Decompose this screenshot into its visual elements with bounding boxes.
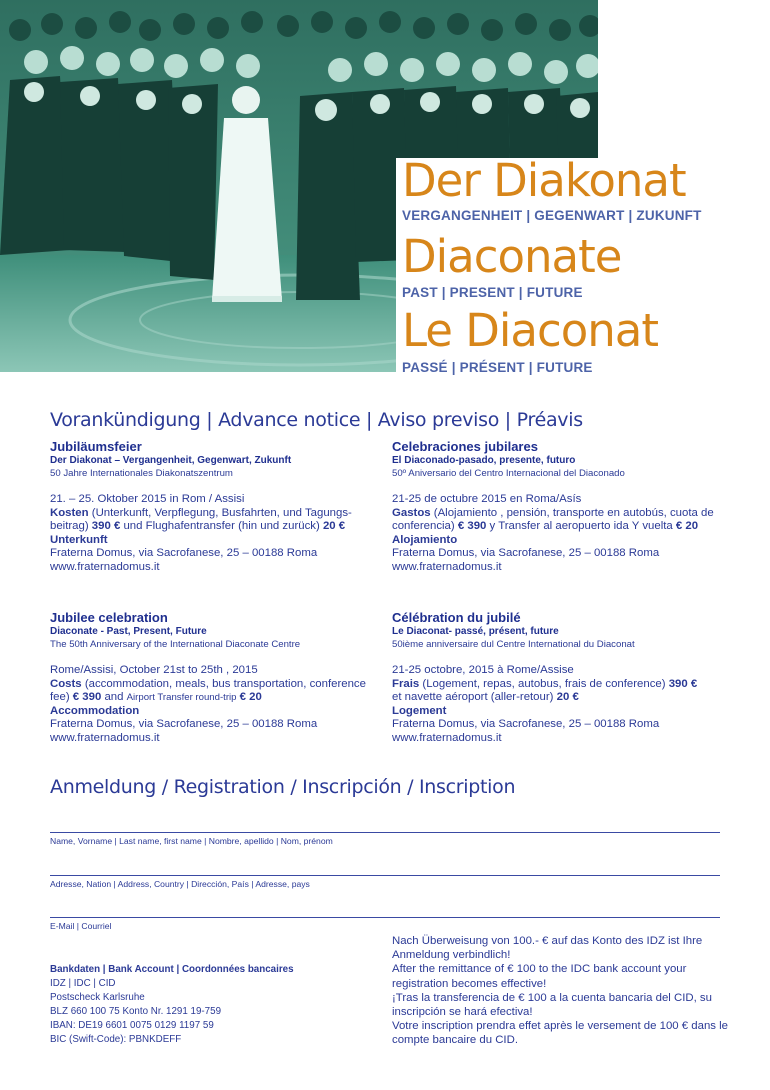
address-field-line[interactable] bbox=[50, 875, 720, 876]
es-heading: Celebraciones jubilares bbox=[392, 439, 538, 454]
en-lodging-label: Accommodation bbox=[50, 704, 140, 717]
notice-spanish: ¡Tras la transferencia de € 100 a la cuenta bancaria del CID, su inscripción se hará efectiva! bbox=[392, 991, 712, 1019]
es-cost-label: Gastos bbox=[392, 506, 431, 519]
en-address: Fraterna Domus, via Sacrofanese, 25 – 00188 Roma bbox=[50, 718, 318, 731]
de-cost-amount2: 20 € bbox=[322, 520, 346, 533]
section-german bbox=[50, 439, 380, 575]
es-date: 21-25 de octubre 2015 en Roma/Asís bbox=[392, 493, 582, 505]
bank-line-3: BLZ 660 100 75 Konto Nr. 1291 19-759 bbox=[50, 1006, 222, 1017]
en-cost-text: (accommodation, meals, bus transportation, conference fee) bbox=[50, 677, 366, 704]
de-lodging-label: Unterkunft bbox=[50, 533, 108, 546]
es-note: 50º Aniversario del Centro Internacional del Diaconado bbox=[392, 468, 625, 479]
fr-cost-amount: 390 € bbox=[668, 677, 698, 690]
notice-german: Nach Überweisung von 100.- € auf das Konto des IDZ ist Ihre Anmeldung verbindlich! bbox=[392, 935, 703, 962]
title-english: Diaconate bbox=[402, 230, 622, 283]
section-spanish bbox=[392, 439, 737, 575]
subtitle-german: VERGANGENHEIT | GEGENWART | ZUKUNFT bbox=[402, 208, 702, 223]
en-costs bbox=[50, 678, 380, 705]
notice-english: After the remittance of € 100 to the IDC bank account your registration becomes effective! bbox=[392, 963, 687, 990]
subtitle-english: PAST | PRESENT | FUTURE bbox=[402, 285, 583, 300]
es-cost-amount2: € 20 bbox=[675, 520, 699, 533]
de-website-link[interactable]: www.fraternadomus.it bbox=[50, 560, 160, 573]
en-cost-transfer: Airport Transfer round-trip bbox=[126, 692, 237, 704]
name-field-label: Name, Vorname | Last name, first name | Nombre, apellido | Nom, prénom bbox=[50, 836, 333, 846]
bank-heading: Bankdaten | Bank Account | Coordonnées bancaires bbox=[50, 964, 294, 975]
title-block bbox=[396, 154, 770, 378]
de-cost-label: Kosten bbox=[50, 506, 89, 519]
title-german: Der Diakonat bbox=[402, 154, 686, 207]
fr-cost-text2: et navette aéroport (aller-retour) bbox=[392, 691, 557, 704]
address-field-label: Adresse, Nation | Address, Country | Dirección, País | Adresse, pays bbox=[50, 879, 310, 889]
fr-date: 21-25 octobre, 2015 à Rome/Assise bbox=[392, 664, 574, 676]
es-address: Fraterna Domus, via Sacrofanese, 25 – 00188 Roma bbox=[392, 547, 660, 560]
en-website-link[interactable]: www.fraternadomus.it bbox=[50, 731, 160, 744]
fr-cost-text: (Logement, repas, autobus, frais de conference) bbox=[419, 677, 669, 690]
es-subheading: El Diaconado-pasado, presente, futuro bbox=[392, 455, 576, 466]
fr-cost-amount2: 20 € bbox=[556, 691, 579, 704]
en-cost-amount2: € 20 bbox=[239, 691, 262, 704]
en-cost-text2: and bbox=[101, 691, 127, 704]
en-subheading: Diaconate - Past, Present, Future bbox=[50, 626, 207, 637]
title-french: Le Diaconat bbox=[402, 304, 659, 357]
es-cost-text: (Alojamiento , pensión, transporte en autobús, cuota de conferencia) bbox=[392, 506, 714, 533]
fr-lodging-label: Logement bbox=[392, 704, 447, 717]
email-field-label: E-Mail | Courriel bbox=[50, 921, 112, 931]
en-heading: Jubilee celebration bbox=[50, 610, 168, 625]
de-address: Fraterna Domus, via Sacrofanese, 25 – 00188 Roma bbox=[50, 547, 318, 560]
fr-costs bbox=[392, 678, 737, 705]
de-cost-amount: 390 € bbox=[91, 520, 121, 533]
bank-bic: BIC (Swift-Code): PBNKDEFF bbox=[50, 1034, 182, 1045]
es-lodging-label: Alojamiento bbox=[392, 533, 458, 546]
registration-heading: Anmeldung / Registration / Inscripción / Inscription bbox=[50, 776, 516, 798]
de-cost-text: (Unterkunft, Verpflegung, Busfahrten, und Tagungs-beitrag) bbox=[50, 506, 352, 533]
en-cost-amount: € 390 bbox=[72, 691, 102, 704]
email-field-line[interactable] bbox=[50, 917, 720, 918]
fr-heading: Célébration du jubilé bbox=[392, 610, 521, 625]
fr-subheading: Le Diaconat- passé, présent, future bbox=[392, 626, 559, 637]
fr-cost-label: Frais bbox=[392, 677, 420, 690]
section-english bbox=[50, 610, 380, 746]
de-heading: Jubiläumsfeier bbox=[50, 439, 142, 454]
fr-address: Fraterna Domus, via Sacrofanese, 25 – 00188 Roma bbox=[392, 718, 660, 731]
bank-details bbox=[50, 963, 380, 1047]
subtitle-french: PASSÉ | PRÉSENT | FUTURE bbox=[402, 360, 593, 375]
en-note: The 50th Anniversary of the International Diaconate Centre bbox=[50, 639, 301, 650]
es-cost-text2: y Transfer al aeropuerto ida Y vuelta bbox=[486, 520, 676, 533]
fr-website-link[interactable]: www.fraternadomus.it bbox=[392, 731, 502, 744]
de-subheading: Der Diakonat – Vergangenheit, Gegenwart, Zukunft bbox=[50, 455, 292, 466]
advance-notice-heading: Vorankündigung | Advance notice | Aviso previso | Préavis bbox=[50, 409, 583, 431]
notice-french: Votre inscription prendra effet après le versement de 100 € dans le compte bancaire du CID. bbox=[392, 1020, 729, 1047]
bank-iban: IBAN: DE19 6601 0075 0129 1197 59 bbox=[50, 1020, 214, 1031]
de-cost-text2: und Flughafentransfer (hin und zurück) bbox=[120, 520, 323, 533]
de-note: 50 Jahre Internationales Diakonatszentrum bbox=[50, 468, 233, 479]
en-cost-label: Costs bbox=[50, 677, 82, 690]
section-french bbox=[392, 610, 737, 746]
de-date: 21. – 25. Oktober 2015 in Rom / Assisi bbox=[50, 493, 245, 505]
es-costs bbox=[392, 507, 737, 534]
de-costs bbox=[50, 507, 380, 534]
en-date: Rome/Assisi, October 21st to 25th , 2015 bbox=[50, 664, 258, 676]
bank-line-2: Postscheck Karlsruhe bbox=[50, 992, 145, 1003]
payment-notice bbox=[392, 934, 732, 1048]
name-field-line[interactable] bbox=[50, 832, 720, 833]
bank-line-1: IDZ | IDC | CID bbox=[50, 978, 116, 989]
es-cost-amount: € 390 bbox=[457, 520, 487, 533]
fr-note: 50ième anniversaire dul Centre International du Diaconat bbox=[392, 639, 635, 650]
es-website-link[interactable]: www.fraternadomus.it bbox=[392, 560, 502, 573]
